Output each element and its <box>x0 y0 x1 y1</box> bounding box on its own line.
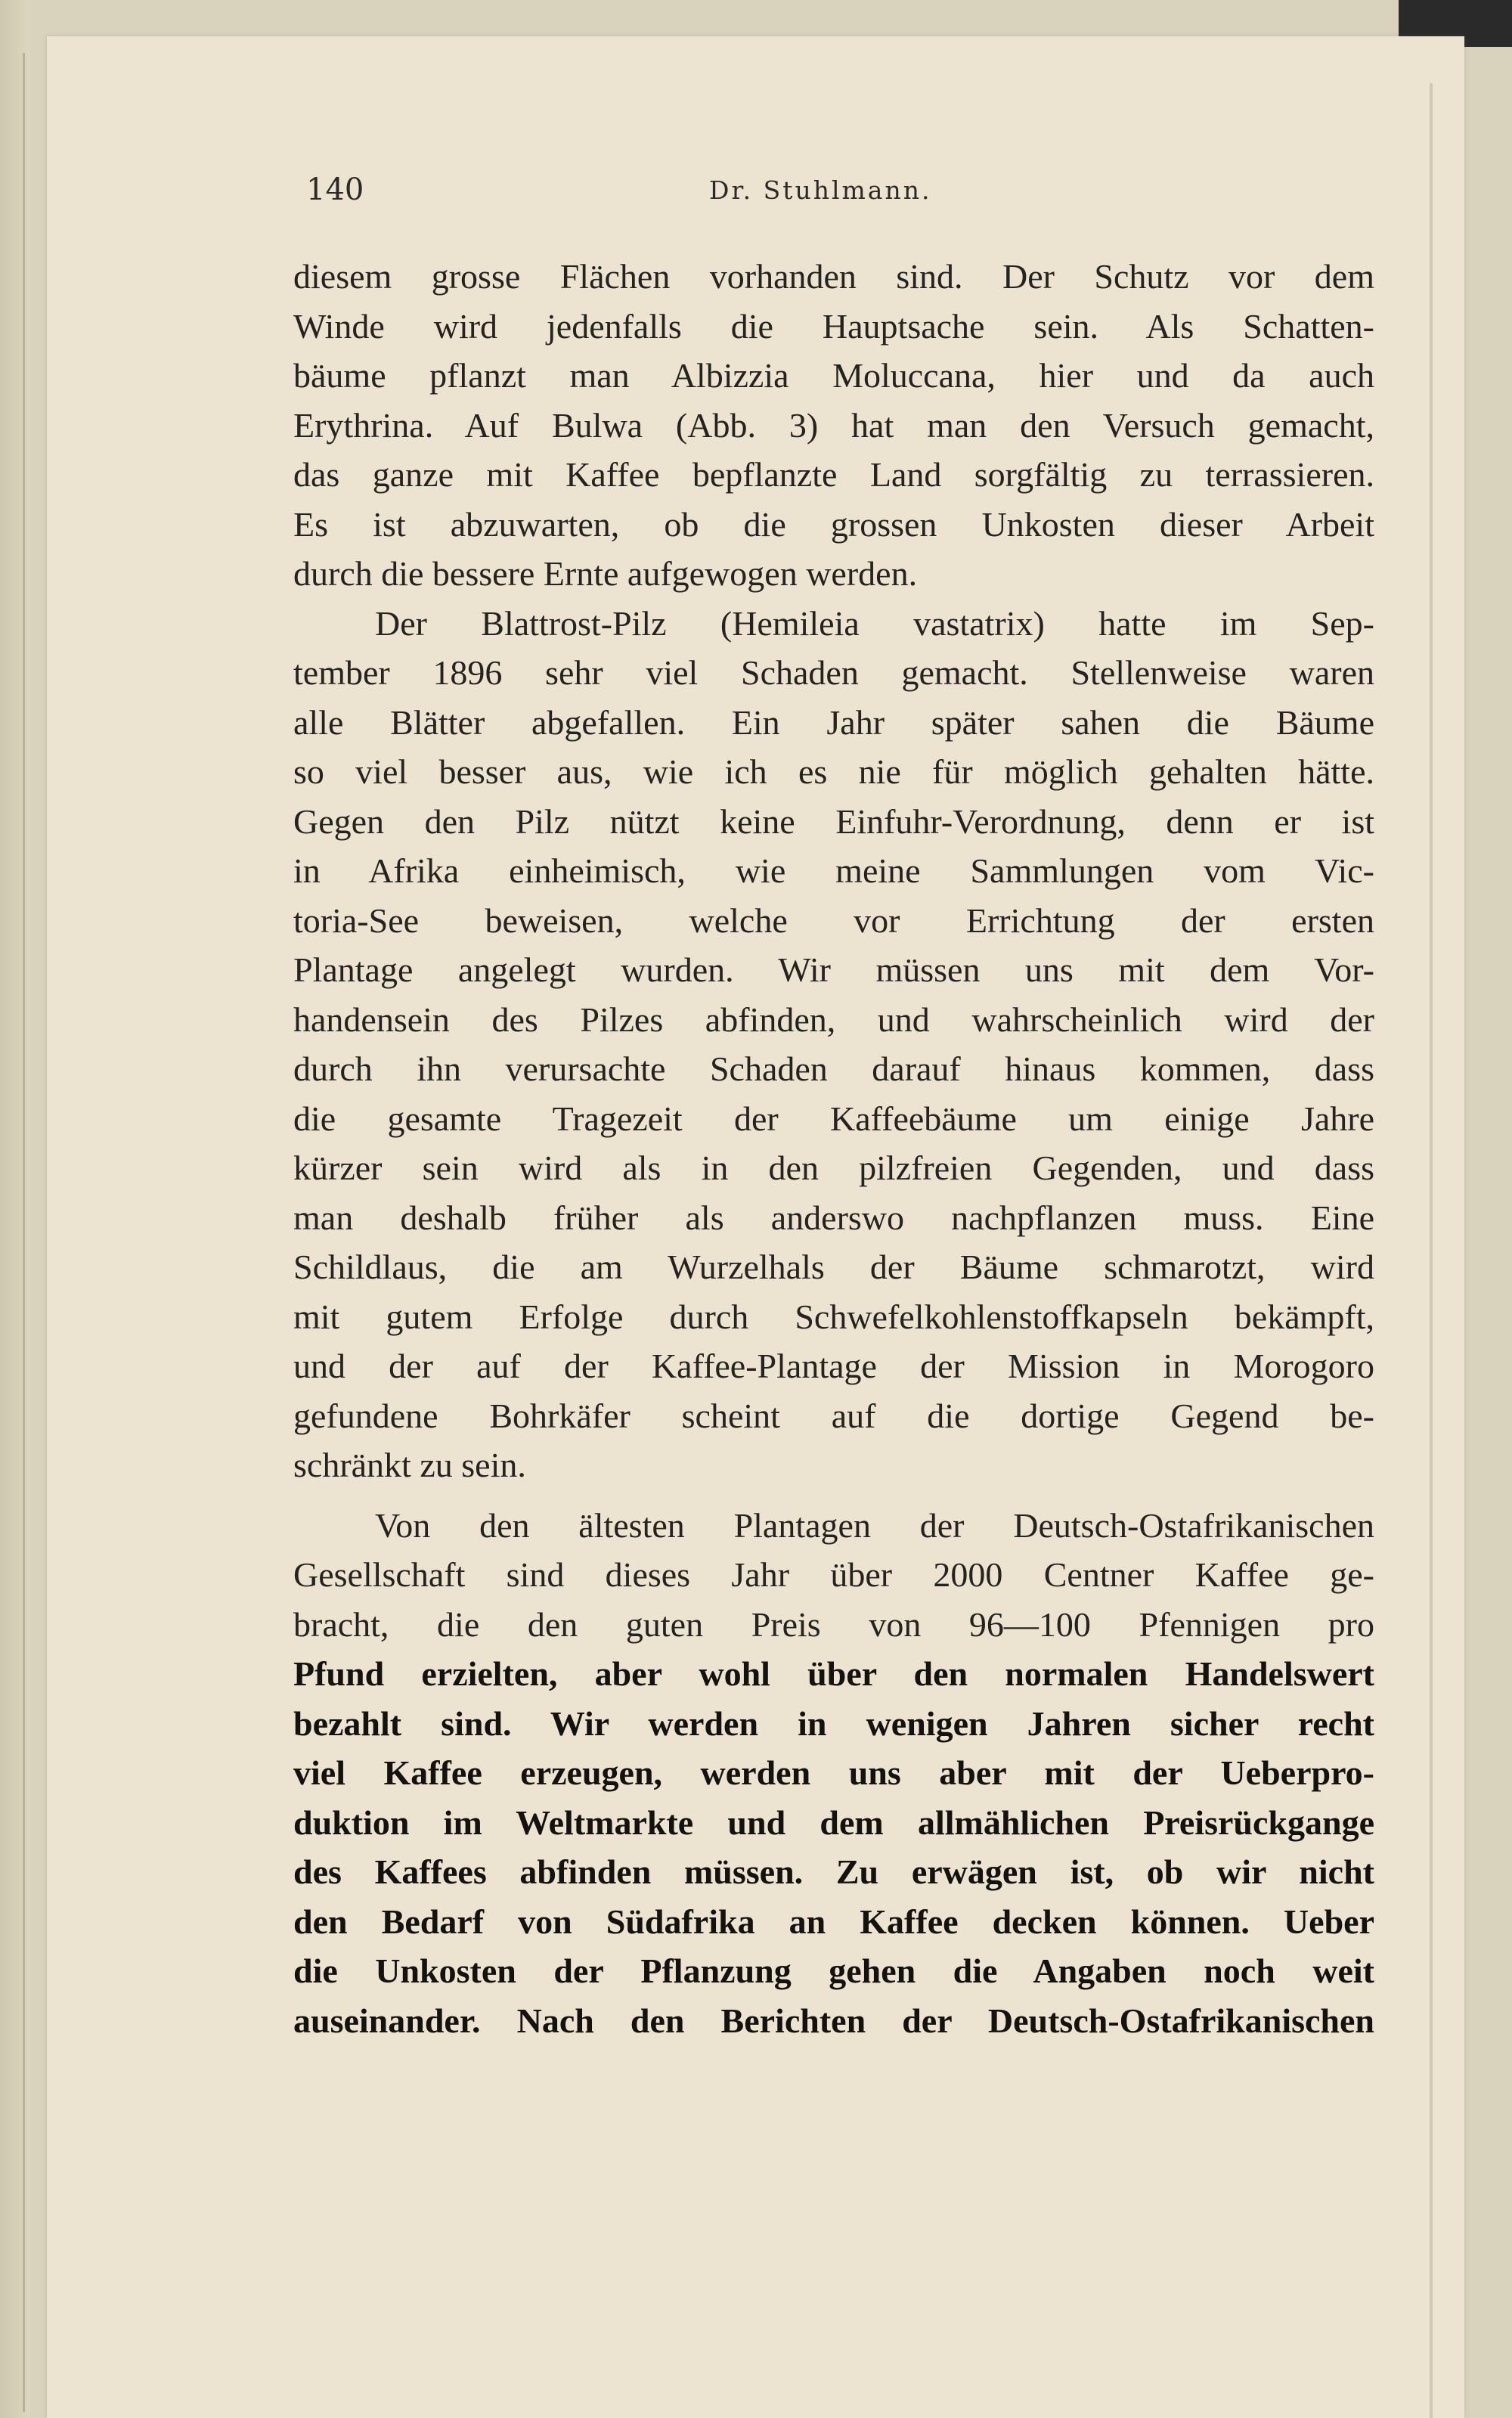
text-line: duktion im Weltmarkte und dem allmählichen Preisrückgange <box>293 1803 1374 1842</box>
text-line: den Bedarf von Südafrika an Kaffee decken können. Ueber <box>293 1902 1374 1941</box>
text-line: die gesamte Tragezeit der Kaffeebäume um einige Jahre <box>293 1099 1374 1138</box>
text-line: mit gutem Erfolge durch Schwefelkohlenstoffkapseln bekämpft, <box>293 1297 1374 1336</box>
text-line: auseinander. Nach den Berichten der Deutsch-Ostafrikanischen <box>293 2001 1374 2040</box>
text-line: kürzer sein wird als in den pilzfreien Gegenden, und dass <box>293 1149 1374 1187</box>
text-line: schränkt zu sein. <box>293 1446 526 1484</box>
text-line: Plantage angelegt wurden. Wir müssen uns mit dem Vor- <box>293 950 1374 989</box>
text-line: Von den ältesten Plantagen der Deutsch-Ostafrikanischen <box>375 1505 1374 1545</box>
text-line: durch die bessere Ernte aufgewogen werden. <box>293 554 918 593</box>
text-line: viel Kaffee erzeugen, werden uns aber mit der Ueberpro- <box>293 1753 1374 1792</box>
text-line: so viel besser aus, wie ich es nie für möglich gehalten hätte. <box>293 752 1374 791</box>
body-text <box>293 252 1374 2045</box>
text-line: Es ist abzuwarten, ob die grossen Unkosten dieser Arbeit <box>293 504 1374 544</box>
page-header <box>306 172 1365 218</box>
text-line: die Unkosten der Pflanzung gehen die Angaben noch weit <box>293 1951 1374 1990</box>
text-line: bäume pflanzt man Albizzia Moluccana, hier und da auch <box>293 356 1374 395</box>
text-line: in Afrika einheimisch, wie meine Sammlungen vom Vic- <box>293 851 1374 890</box>
text-line: das ganze mit Kaffee bepflanzte Land sorgfältig zu terrassieren. <box>293 455 1374 494</box>
running-head: Dr. Stuhlmann. <box>709 175 932 205</box>
text-line: bracht, die den guten Preis von 96—100 Pfennigen pro <box>293 1604 1374 1644</box>
text-line: Erythrina. Auf Bulwa (Abb. 3) hat man den Versuch gemacht, <box>293 405 1374 445</box>
book-edge-line <box>23 53 25 2412</box>
text-line: Gesellschaft sind dieses Jahr über 2000 Centner Kaffee ge- <box>293 1555 1374 1594</box>
text-line: toria-See beweisen, welche vor Errichtung der ersten <box>293 901 1374 940</box>
text-line: durch ihn verursachte Schaden darauf hinaus kommen, dass <box>293 1049 1374 1088</box>
text-line: Winde wird jedenfalls die Hauptsache sein. Als Schatten- <box>293 306 1374 346</box>
text-line: des Kaffees abfinden müssen. Zu erwägen ist, ob wir nicht <box>293 1852 1374 1891</box>
text-line: Schildlaus, die am Wurzelhals der Bäume schmarotzt, wird <box>293 1248 1374 1286</box>
text-line: bezahlt sind. Wir werden in wenigen Jahren sicher recht <box>293 1703 1374 1743</box>
text-line: diesem grosse Flächen vorhanden sind. Der Schutz vor dem <box>293 257 1374 296</box>
page-fold-line <box>1430 83 1433 2418</box>
book-edge-left <box>0 0 30 2418</box>
paragraph-gap <box>293 1490 1374 1501</box>
text-line: Der Blattrost-Pilz (Hemileia vastatrix) hatte im Sep- <box>375 603 1374 643</box>
text-line: handensein des Pilzes abfinden, und wahrscheinlich wird der <box>293 1000 1374 1039</box>
text-line: Pfund erzielten, aber wohl über den normalen Handelswert <box>293 1654 1374 1693</box>
text-line: tember 1896 sehr viel Schaden gemacht. Stellenweise waren <box>293 653 1374 692</box>
text-line: gefundene Bohrkäfer scheint auf die dortige Gegend be- <box>293 1396 1374 1435</box>
text-line: alle Blätter abgefallen. Ein Jahr später sahen die Bäume <box>293 702 1374 742</box>
page-number: 140 <box>306 172 364 207</box>
text-line: und der auf der Kaffee-Plantage der Mission in Morogoro <box>293 1347 1374 1385</box>
text-line: Gegen den Pilz nützt keine Einfuhr-Verordnung, denn er ist <box>293 801 1374 841</box>
text-line: man deshalb früher als anderswo nachpflanzen muss. Eine <box>293 1198 1374 1237</box>
